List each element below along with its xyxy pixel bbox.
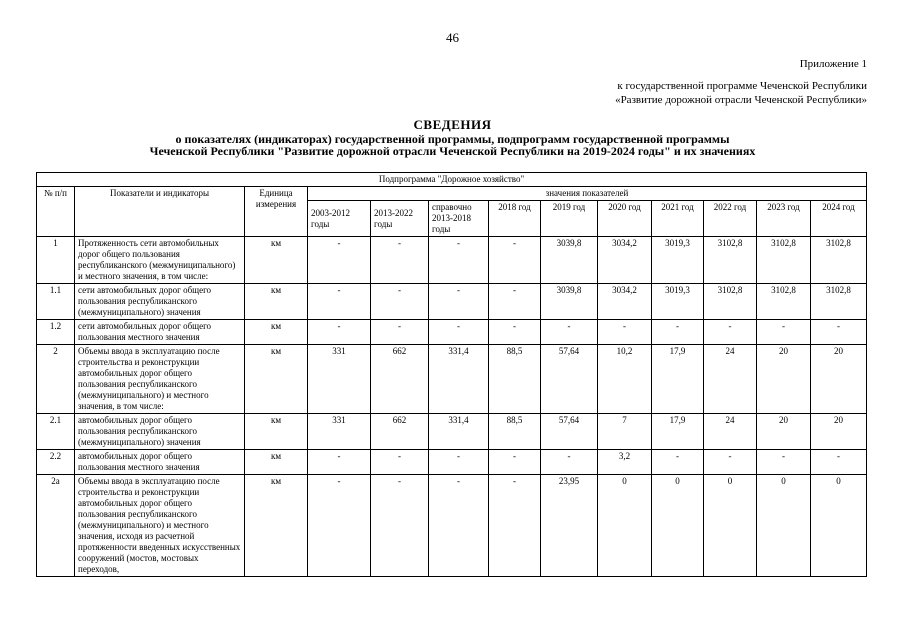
row-value: 88,5 [489, 345, 541, 414]
table-row [37, 284, 867, 320]
row-value: - [429, 320, 489, 345]
header-indicators: Показатели и индикаторы [75, 187, 245, 237]
appendix-line-3: «Развитие дорожной отрасли Чеченской Республики» [615, 94, 867, 106]
row-value: - [308, 320, 371, 345]
row-value: 17,9 [652, 414, 704, 450]
row-value: 0 [757, 475, 811, 577]
row-value: - [371, 284, 429, 320]
row-value: - [652, 320, 704, 345]
row-indicator-name: сети автомобильных дорог общего пользования местного значения [75, 320, 245, 345]
row-indicator-name: Протяженность сети автомобильных дорог общего пользования республиканского (межмуниципального) и местного значения, в том числе: [75, 237, 245, 284]
row-value: 3039,8 [541, 284, 598, 320]
row-value: 20 [811, 345, 867, 414]
row-value: 10,2 [598, 345, 652, 414]
row-value: 20 [811, 414, 867, 450]
indicators-table [36, 172, 867, 577]
row-value: - [489, 237, 541, 284]
header-year: 2013-2022 годы [371, 201, 429, 237]
row-unit: км [245, 345, 308, 414]
row-indicator-name: Объемы ввода в эксплуатацию после строительства и реконструкции автомобильных дорог общего пользования республиканского (межмуниципального) и местного значения, исходя из расчетной протяженности введенных искусственных сооружений (мостов, мостовых переходов, [75, 475, 245, 577]
row-unit: км [245, 475, 308, 577]
appendix-line-1: Приложение 1 [799, 58, 867, 70]
row-value: - [489, 475, 541, 577]
row-value: 20 [757, 414, 811, 450]
row-indicator-name: сети автомобильных дорог общего пользования республиканского (межмуниципального) значения [75, 284, 245, 320]
row-num: 2 [37, 345, 75, 414]
row-value: 3034,2 [598, 237, 652, 284]
row-value: - [598, 320, 652, 345]
row-value: 7 [598, 414, 652, 450]
row-value: - [489, 450, 541, 475]
row-value: - [371, 320, 429, 345]
subprogram-title: Подпрограмма "Дорожное хозяйство" [37, 173, 867, 187]
header-num: № п/п [37, 187, 75, 237]
row-value: - [811, 320, 867, 345]
row-unit: км [245, 450, 308, 475]
row-value: - [308, 237, 371, 284]
row-value: - [489, 320, 541, 345]
row-value: - [811, 450, 867, 475]
row-value: 0 [652, 475, 704, 577]
appendix-line-2: к государственной программе Чеченской Республики [617, 80, 867, 92]
subtitle-line-1: о показателях (индикаторах) государственной программы, подпрограмм государственной программы [175, 132, 730, 146]
row-value: 3019,3 [652, 284, 704, 320]
row-value: 3102,8 [811, 284, 867, 320]
row-num: 2.2 [37, 450, 75, 475]
row-value: - [371, 475, 429, 577]
row-value: 3034,2 [598, 284, 652, 320]
row-value: 3102,8 [704, 284, 757, 320]
row-value: 331,4 [429, 414, 489, 450]
row-num: 1 [37, 237, 75, 284]
header-year: 2018 год [489, 201, 541, 237]
table-row [37, 450, 867, 475]
row-value: 0 [704, 475, 757, 577]
row-unit: км [245, 237, 308, 284]
appendix-header [615, 57, 867, 107]
row-value: - [489, 284, 541, 320]
row-value: 3,2 [598, 450, 652, 475]
row-value: 0 [598, 475, 652, 577]
row-value: - [371, 450, 429, 475]
row-value: - [371, 237, 429, 284]
row-indicator-name: автомобильных дорог общего пользования местного значения [75, 450, 245, 475]
row-value: 20 [757, 345, 811, 414]
row-value: 3019,3 [652, 237, 704, 284]
row-value: - [308, 475, 371, 577]
row-value: 3102,8 [757, 237, 811, 284]
row-value: - [308, 450, 371, 475]
header-year: 2021 год [652, 201, 704, 237]
row-value: 57,64 [541, 414, 598, 450]
row-value: - [652, 450, 704, 475]
table-row [37, 237, 867, 284]
row-value: 331,4 [429, 345, 489, 414]
row-value: 331 [308, 414, 371, 450]
row-num: 2.1 [37, 414, 75, 450]
header-year: 2019 год [541, 201, 598, 237]
row-value: 24 [704, 345, 757, 414]
document-subtitle [40, 133, 865, 157]
row-value: 23,95 [541, 475, 598, 577]
row-value: 57,64 [541, 345, 598, 414]
row-indicator-name: Объемы ввода в эксплуатацию после строительства и реконструкции автомобильных дорог общего пользования республиканского (межмуниципального) и местного значения, в том числе: [75, 345, 245, 414]
subprogram-row [37, 173, 867, 187]
row-value: - [429, 450, 489, 475]
row-value: 662 [371, 345, 429, 414]
row-value: - [757, 320, 811, 345]
row-value: 24 [704, 414, 757, 450]
row-value: 88,5 [489, 414, 541, 450]
row-value: 17,9 [652, 345, 704, 414]
header-year: 2003-2012 годы [308, 201, 371, 237]
row-value: 331 [308, 345, 371, 414]
header-row-1 [37, 187, 867, 201]
table-row [37, 475, 867, 577]
document-title: СВЕДЕНИЯ [413, 117, 492, 132]
table-row [37, 320, 867, 345]
row-unit: км [245, 414, 308, 450]
table-row [37, 345, 867, 414]
header-unit: Единица измерения [245, 187, 308, 237]
row-value: - [541, 320, 598, 345]
row-value: - [429, 475, 489, 577]
row-indicator-name: автомобильных дорог общего пользования республиканского (межмуниципального) значения [75, 414, 245, 450]
header-year: 2022 год [704, 201, 757, 237]
row-num: 2а [37, 475, 75, 577]
row-value: 3039,8 [541, 237, 598, 284]
row-value: 0 [811, 475, 867, 577]
row-unit: км [245, 320, 308, 345]
row-value: 662 [371, 414, 429, 450]
row-value: - [308, 284, 371, 320]
header-year: 2023 год [757, 201, 811, 237]
page-number: 46 [446, 30, 459, 45]
row-value: 3102,8 [757, 284, 811, 320]
row-value: - [541, 450, 598, 475]
table-row [37, 414, 867, 450]
header-year: 2020 год [598, 201, 652, 237]
row-value: 3102,8 [811, 237, 867, 284]
row-value: - [704, 320, 757, 345]
row-num: 1.2 [37, 320, 75, 345]
row-value: - [429, 237, 489, 284]
header-year: справочно 2013-2018 годы [429, 201, 489, 237]
row-unit: км [245, 284, 308, 320]
row-value: - [429, 284, 489, 320]
row-value: - [704, 450, 757, 475]
subtitle-line-2: Чеченской Республики "Развитие дорожной отрасли Чеченской Республики на 2019-2024 годы" и их значениях [149, 144, 756, 158]
row-value: - [757, 450, 811, 475]
header-year: 2024 год [811, 201, 867, 237]
row-value: 3102,8 [704, 237, 757, 284]
header-values-group: значения показателей [308, 187, 867, 201]
row-num: 1.1 [37, 284, 75, 320]
